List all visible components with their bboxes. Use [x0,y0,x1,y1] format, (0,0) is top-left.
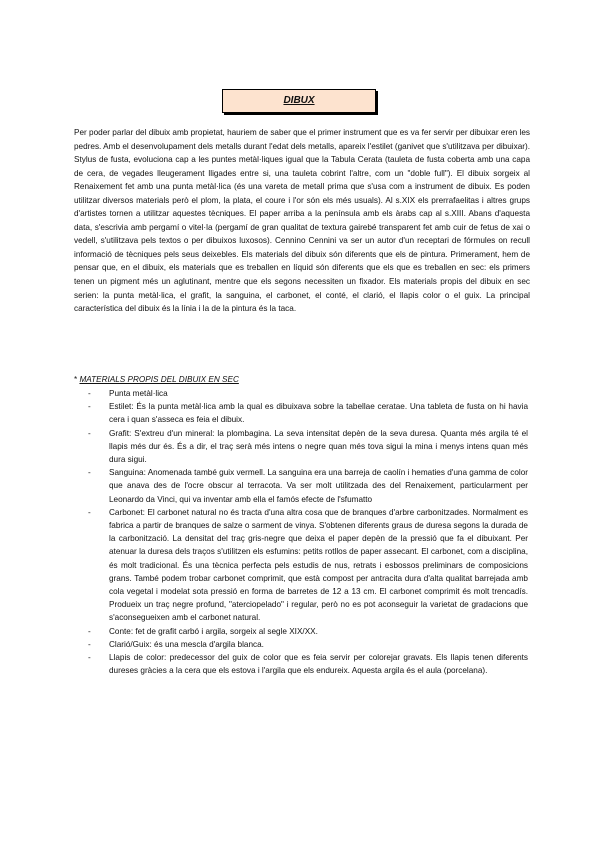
list-item [88,638,528,651]
list-bullet: - [88,402,91,412]
intro-paragraph: Per poder parlar del dibuix amb propietat, hauriem de saber que el primer instrument que es va fer servir per dibuixar eren les pedres. Amb el desenvolupament dels metalls durant l'edat dels metalls, apareix l'estilet (ganivet que s'utilitzava per dibuixar). Stylus de fusta, evoluciona cap a les puntes metàl·liques igual que la Tabula Cerata (tauleta de fusta coberta amb una capa de cera, de vegades lleugerament lligades entre si, una tauleta cobrint l'altre, com un "doble full"). El dibuix sorgeix al Renaixement fet amb una punta metàl·lica (és una vareta de metall prima que s'usa com a instrument de dibuix. Es poden utilitzar diversos materials però el plom, la plata, el coure i l'or són els més usuals). Al s.XIX els prerrafaelitas i altres grups d'artistes tornen a utilitzar aquestes tècniques. El paper arriba a la península amb els àrabs cap al s.XIII. Abans d'aquesta data, s'escrivia amb pergamí o vitel·la (pergamí de gran qualitat de textura gairebé transparent fet amb cuir de fetus de xai o vedell, s'utilitzava pels textos o per dibuixos luxosos). Cennino Cennini va ser un autor d'un receptari de fórmules on recull informació de tècniques pels seus deixebles. Els materials del dibuix són diferents que els de pintura. Primerament, hem de pensar que, en el dibuix, els materials que es treballen en líquid són diferents que els que es treballen en sec: els primers tenen un pigment més un aglutinant, mentre que els segons necessiten un fixador. Els materials propis del dibuix en sec serien: la punta metàl·lica, el grafit, la sanguina, el carbonet, el conté, el clarió, el llapis color o el guix. La principal característica del dibuix és la línia i la de la pintura és la taca. [74,128,530,314]
section-star: * [74,375,78,384]
list-bullet: - [88,626,91,636]
list-item-text: Llapis de color: predecessor del guix de color que es feia servir per colorejar gravats. Els llapis tenen diferents dureses gràcies a la cera que els estova i l'argila que els endureix. Aquesta argila és el aula (porcelana). [109,653,528,676]
list-item-text: Estilet: És la punta metàl·lica amb la qual es dibuixava sobre la tabellae ceratae. Una tableta de fusta on hi havia cera i quan s'asseca es feia el dibuix. [109,402,528,425]
list-bullet: - [88,639,91,649]
list-bullet: - [88,389,91,398]
list-bullet: - [88,507,91,517]
list-item [88,427,528,467]
list-bullet: - [88,468,91,478]
list-item-text: Grafit: S'extreu d'un mineral: la plombagina. La seva intensitat depèn de la seva duresa. Quanta més argila té el llapis més dur és. És a dir, el traç serà més intens o negre quan més tova sigui la mina i menys intens quan més dura sigui. [109,428,528,465]
list-item [88,651,528,677]
list-item-text: Carbonet: El carbonet natural no és tracta d'una altra cosa que de branques d'arbre carbonitzades. Normalment es fabrica a partir de branques de salze o sarment de vinya. S'obtenen diferents graus de duresa segons la durada de la carbonització. La densitat del traç gris-negre que deixa el paper depèn de la pressió que fa el dibuixant. Per atenuar la duresa dels traços s'utilitzen els esfumins: petits rotllos de paper assecant. El carbonet, com a disciplina, és molt tradicional. És una tècnica perfecta pels estudis de nus, retrats i esbossos preliminars de composicions grans. També podem trobar carbonet comprimit, que està compost per antracita dura d'alta qualitat barrejada amb cola vegetal i modelat sota pressió en forma de barretes de 12 a 13 cm. El carbonet comprimit és molt trencadís. Produeix un traç negre profund, "aterciopelado" i regular, però no es pot aconseguir la varietat de gradacions que s'aconsegueixen amb el carbonet natural. [109,507,528,623]
materials-list [88,387,528,677]
list-item [88,387,528,400]
list-bullet: - [88,428,91,438]
section-heading [74,374,239,386]
list-item [88,625,528,638]
list-item-text: Clarió/Guix: és una mescla d'argila blanca. [109,639,264,649]
list-item [88,506,528,625]
list-item-text: Sanguina: Anomenada també guix vermell. La sanguina era una barreja de caolín i hematies d'una gamma de color que anava des de l'ocre obscur al terracota. Va ser molt utilitzada des del Renaixement, particularment per Leonardo da Vinci, qui va inventar amb ella el famós efecte de l'sfumatto [109,468,528,504]
list-item [88,400,528,426]
list-item-text: Conte: fet de grafit carbó i argila, sorgeix al segle XIX/XX. [109,626,318,636]
list-bullet: - [88,653,91,663]
list-item [88,466,528,506]
document-title: DIBUX [222,89,376,113]
list-item-text: Punta metàl·lica [109,389,168,398]
section-heading-text: MATERIALS PROPIS DEL DIBUIX EN SEC [79,375,239,384]
